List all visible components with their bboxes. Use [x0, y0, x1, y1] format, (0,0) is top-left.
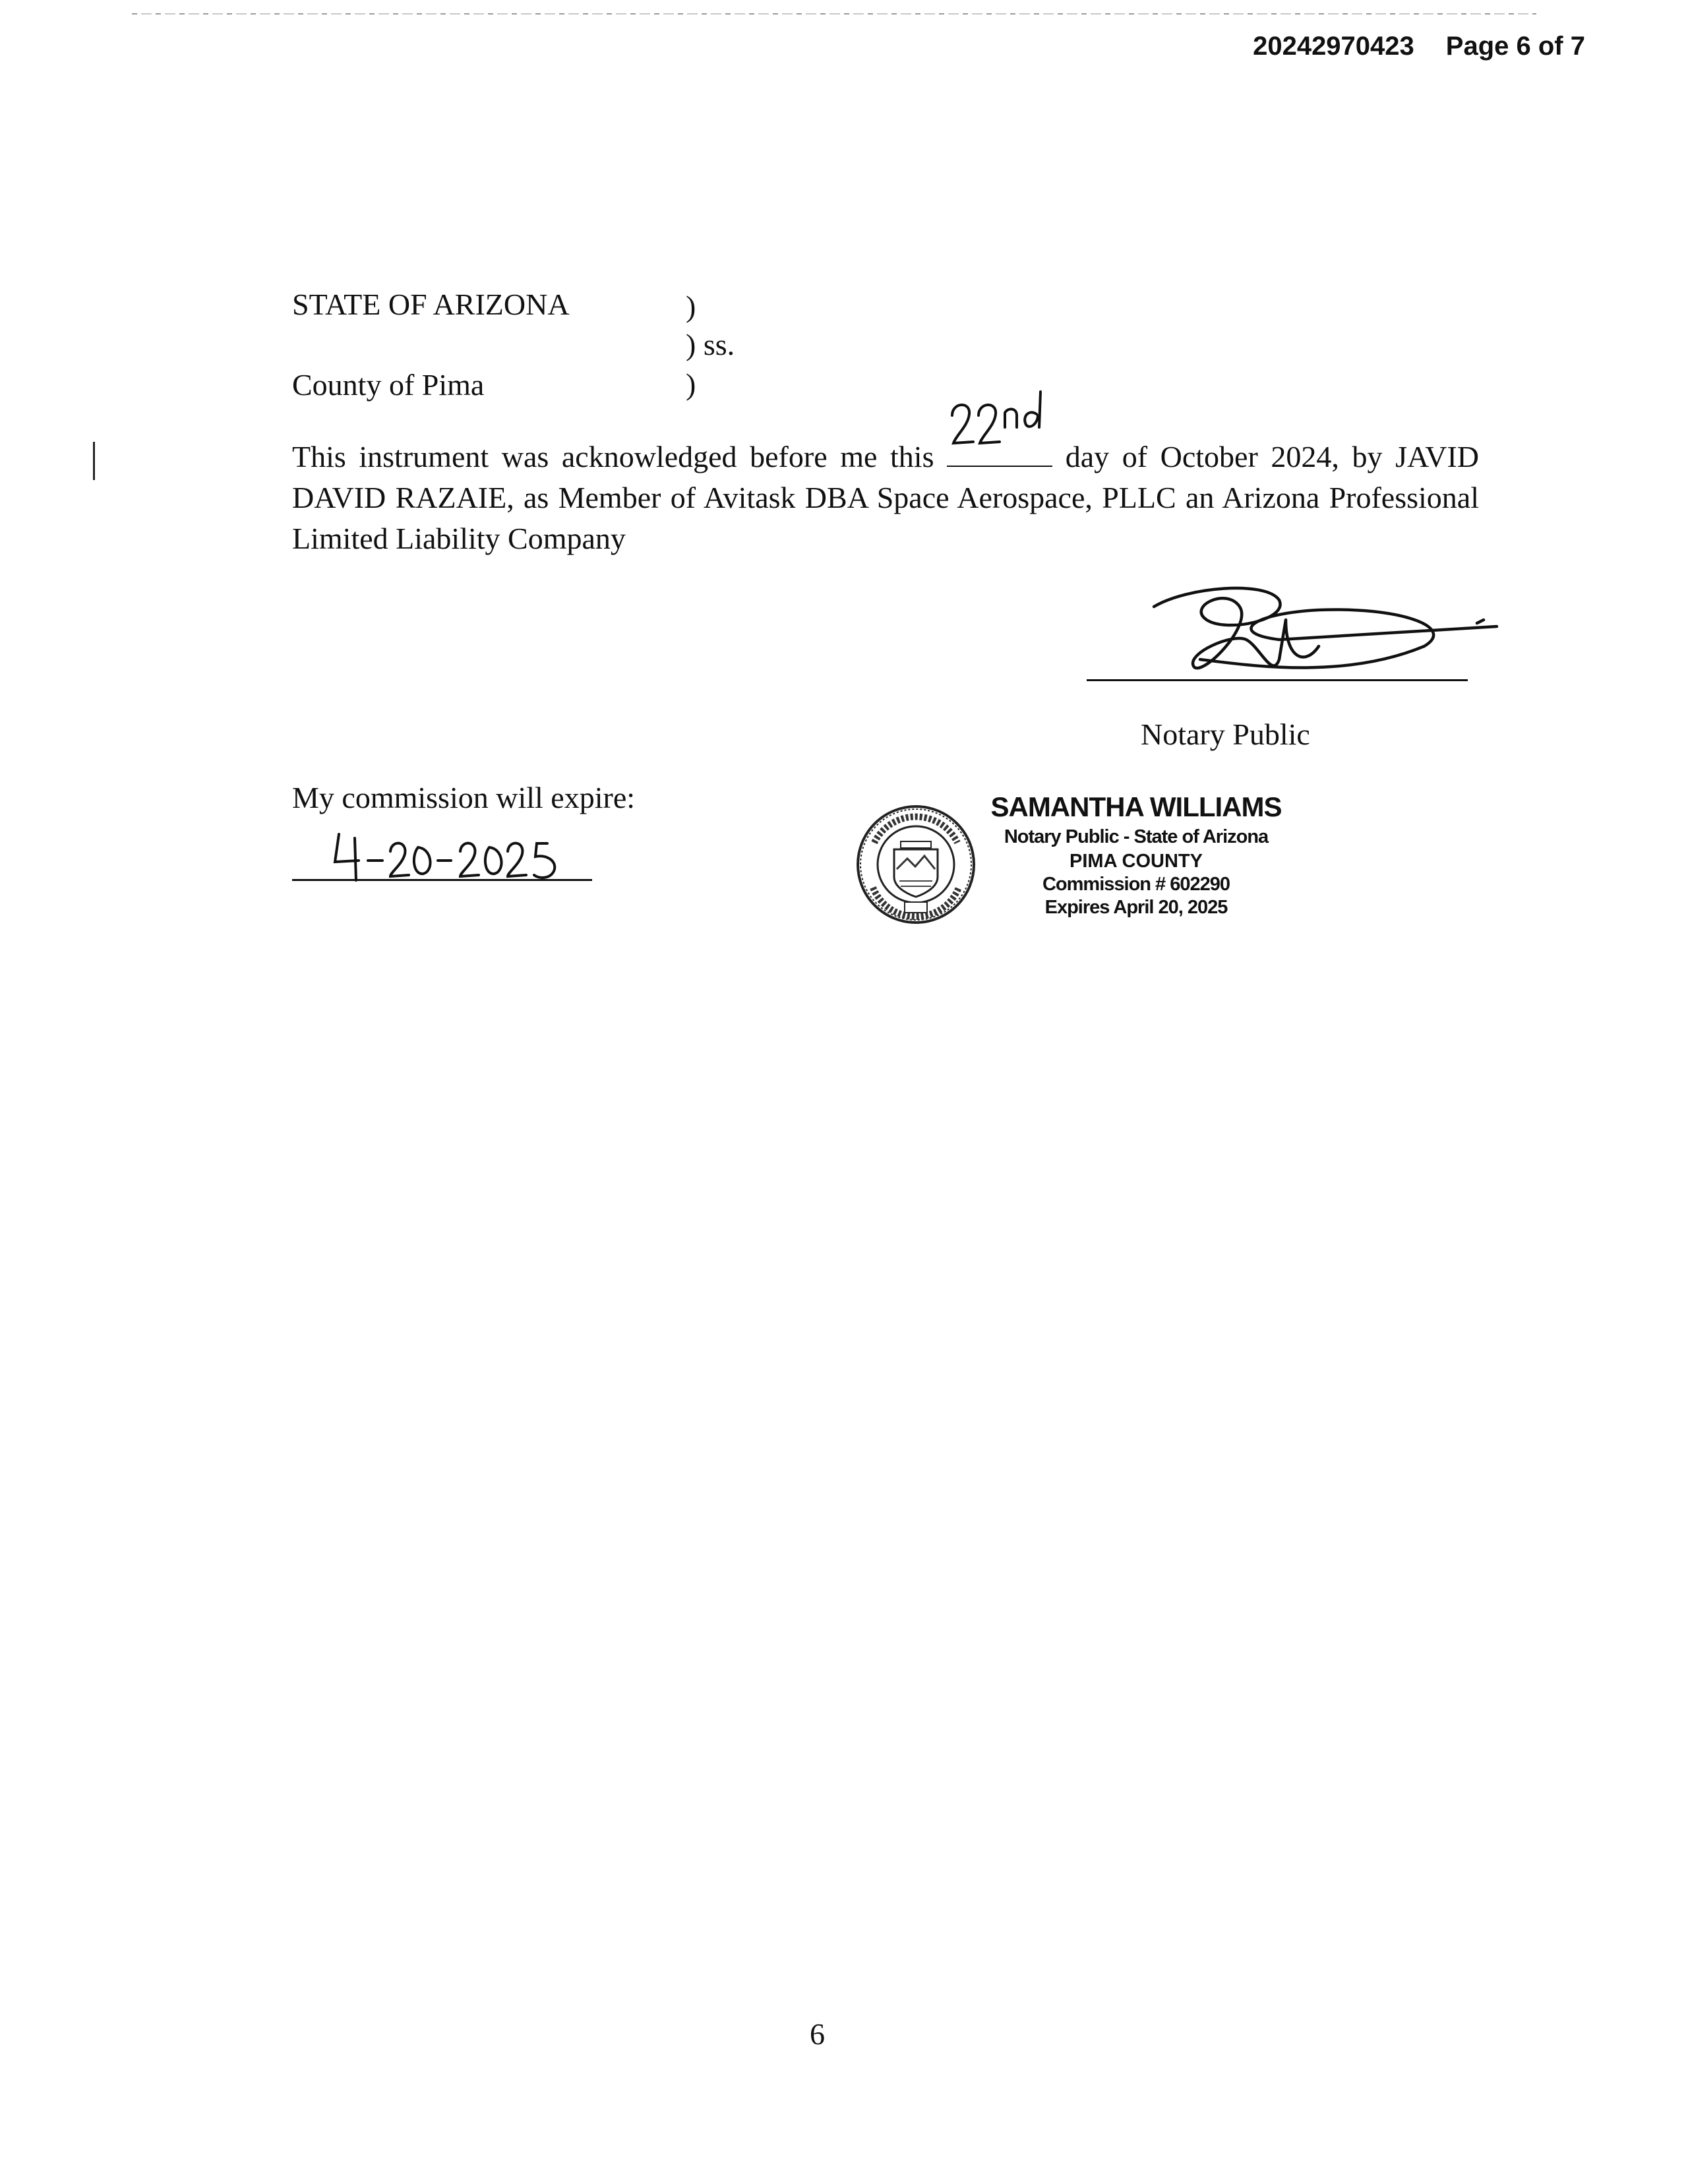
acknowledgment-after: day of October 2024, by JAVID DAVID RAZAIE, as Member of Avitask DBA Space Aerospace, PLLC an Arizona Professional Limited Liability Company: [292, 440, 1480, 555]
notary-stamp-expires: Expires April 20, 2025: [1044, 897, 1228, 918]
notary-stamp-name: SAMANTHA WILLIAMS: [990, 791, 1282, 822]
venue-paren-1: ): [686, 289, 696, 323]
commission-label: My commission will expire:: [292, 781, 636, 814]
expiration-line: [292, 879, 592, 881]
margin-mark: [93, 442, 95, 480]
document-number: 20242970423: [1253, 32, 1414, 61]
notary-signature: [1147, 580, 1503, 692]
acknowledgment-before: This instrument was acknowledged before me this: [292, 440, 934, 473]
notary-stamp-county: PIMA COUNTY: [1070, 851, 1203, 872]
venue-paren-3: ): [686, 367, 696, 401]
recording-header: [1253, 32, 1585, 61]
notary-stamp-state: Notary Public - State of Arizona: [1004, 826, 1269, 847]
venue-paren-ss: ) ss.: [686, 328, 735, 361]
handwritten-expiration-date: [330, 828, 587, 887]
notary-stamp-commission: Commission # 602290: [1042, 874, 1230, 895]
handwritten-day: [944, 389, 1063, 462]
acknowledgment-paragraph: [292, 435, 1479, 559]
signature-line: [1087, 679, 1468, 681]
signature-title: Notary Public: [1141, 717, 1310, 751]
venue-state: STATE OF ARIZONA: [292, 288, 570, 321]
scan-artifact-line: [132, 13, 1536, 15]
state-seal-icon: [855, 803, 977, 926]
page-label: Page 6 of 7: [1445, 32, 1585, 61]
page-number: 6: [810, 2017, 825, 2051]
venue-county: County of Pima: [292, 368, 485, 402]
